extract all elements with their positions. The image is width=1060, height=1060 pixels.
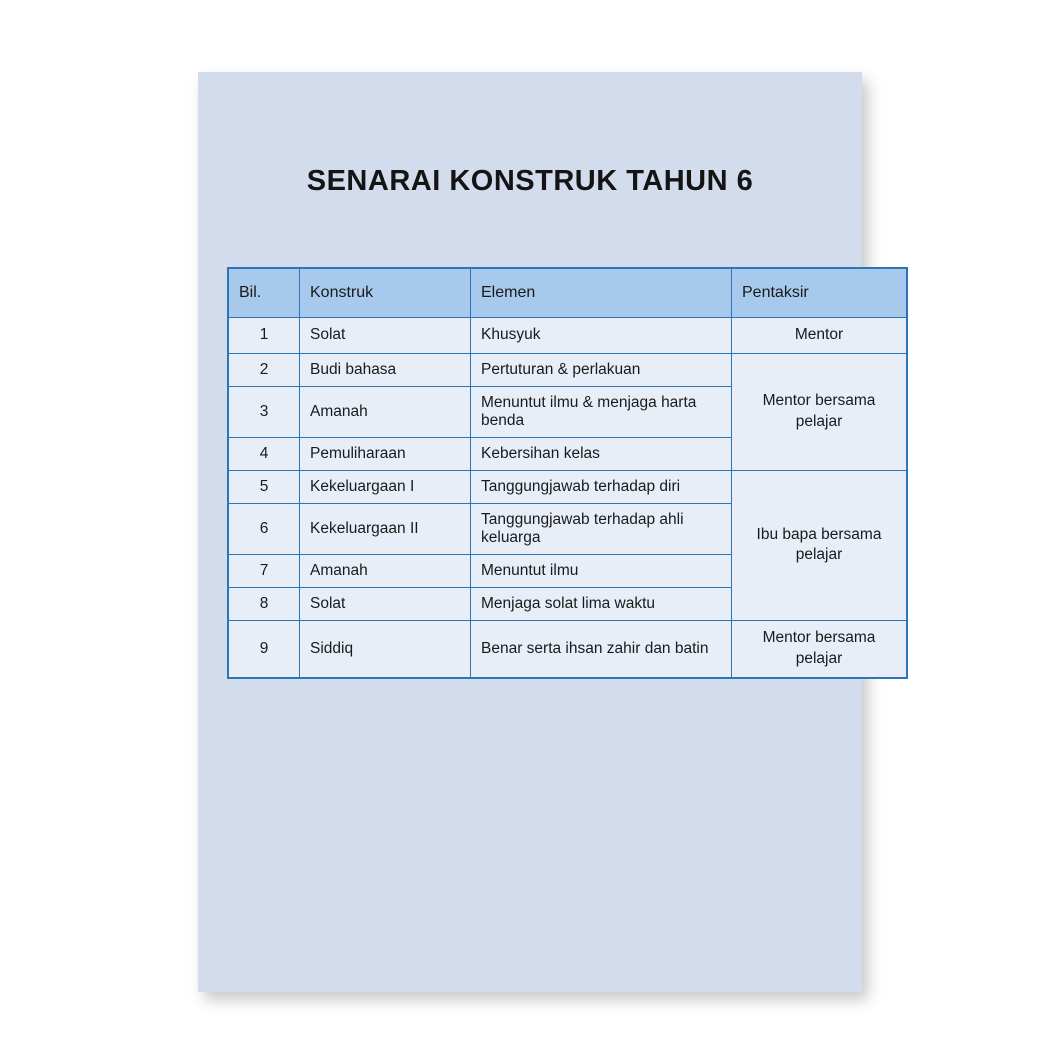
cell-konstruk: Kekeluargaan II xyxy=(300,503,471,554)
cell-pentaksir: Ibu bapa bersama pelajar xyxy=(732,470,908,620)
cell-konstruk: Amanah xyxy=(300,554,471,587)
table-row xyxy=(228,620,907,677)
cell-pentaksir: Mentor xyxy=(732,318,908,354)
table-header xyxy=(228,268,907,318)
table-row xyxy=(228,470,907,503)
table-row xyxy=(228,318,907,354)
cell-elemen: Tanggungjawab terhadap ahli keluarga xyxy=(471,503,732,554)
table-body xyxy=(228,318,907,678)
construct-table xyxy=(227,267,908,679)
cell-bil: 7 xyxy=(228,554,300,587)
table-header-row xyxy=(228,268,907,318)
cell-elemen: Menjaga solat lima waktu xyxy=(471,587,732,620)
cell-elemen: Pertuturan & perlakuan xyxy=(471,353,732,386)
cell-bil: 4 xyxy=(228,437,300,470)
column-header-bil: Bil. xyxy=(228,268,300,318)
column-header-konstruk: Konstruk xyxy=(300,268,471,318)
table-row xyxy=(228,353,907,386)
cell-konstruk: Budi bahasa xyxy=(300,353,471,386)
cell-elemen: Benar serta ihsan zahir dan batin xyxy=(471,620,732,677)
cell-bil: 5 xyxy=(228,470,300,503)
cell-bil: 8 xyxy=(228,587,300,620)
cell-elemen: Menuntut ilmu & menjaga harta benda xyxy=(471,386,732,437)
document-page xyxy=(198,72,882,992)
cell-bil: 1 xyxy=(228,318,300,354)
cell-elemen: Khusyuk xyxy=(471,318,732,354)
cell-konstruk: Kekeluargaan I xyxy=(300,470,471,503)
cell-bil: 9 xyxy=(228,620,300,677)
cell-konstruk: Amanah xyxy=(300,386,471,437)
cell-bil: 6 xyxy=(228,503,300,554)
cell-konstruk: Siddiq xyxy=(300,620,471,677)
cell-bil: 2 xyxy=(228,353,300,386)
cell-konstruk: Solat xyxy=(300,587,471,620)
construct-table-wrapper xyxy=(227,267,882,679)
column-header-pentaksir: Pentaksir xyxy=(732,268,908,318)
cell-pentaksir: Mentor bersama pelajar xyxy=(732,620,908,677)
cell-konstruk: Solat xyxy=(300,318,471,354)
column-header-elemen: Elemen xyxy=(471,268,732,318)
cell-konstruk: Pemuliharaan xyxy=(300,437,471,470)
cell-elemen: Kebersihan kelas xyxy=(471,437,732,470)
cell-elemen: Tanggungjawab terhadap diri xyxy=(471,470,732,503)
cell-bil: 3 xyxy=(228,386,300,437)
page-title: SENARAI KONSTRUK TAHUN 6 xyxy=(306,165,754,197)
cell-pentaksir: Mentor bersama pelajar xyxy=(732,353,908,470)
cell-elemen: Menuntut ilmu xyxy=(471,554,732,587)
